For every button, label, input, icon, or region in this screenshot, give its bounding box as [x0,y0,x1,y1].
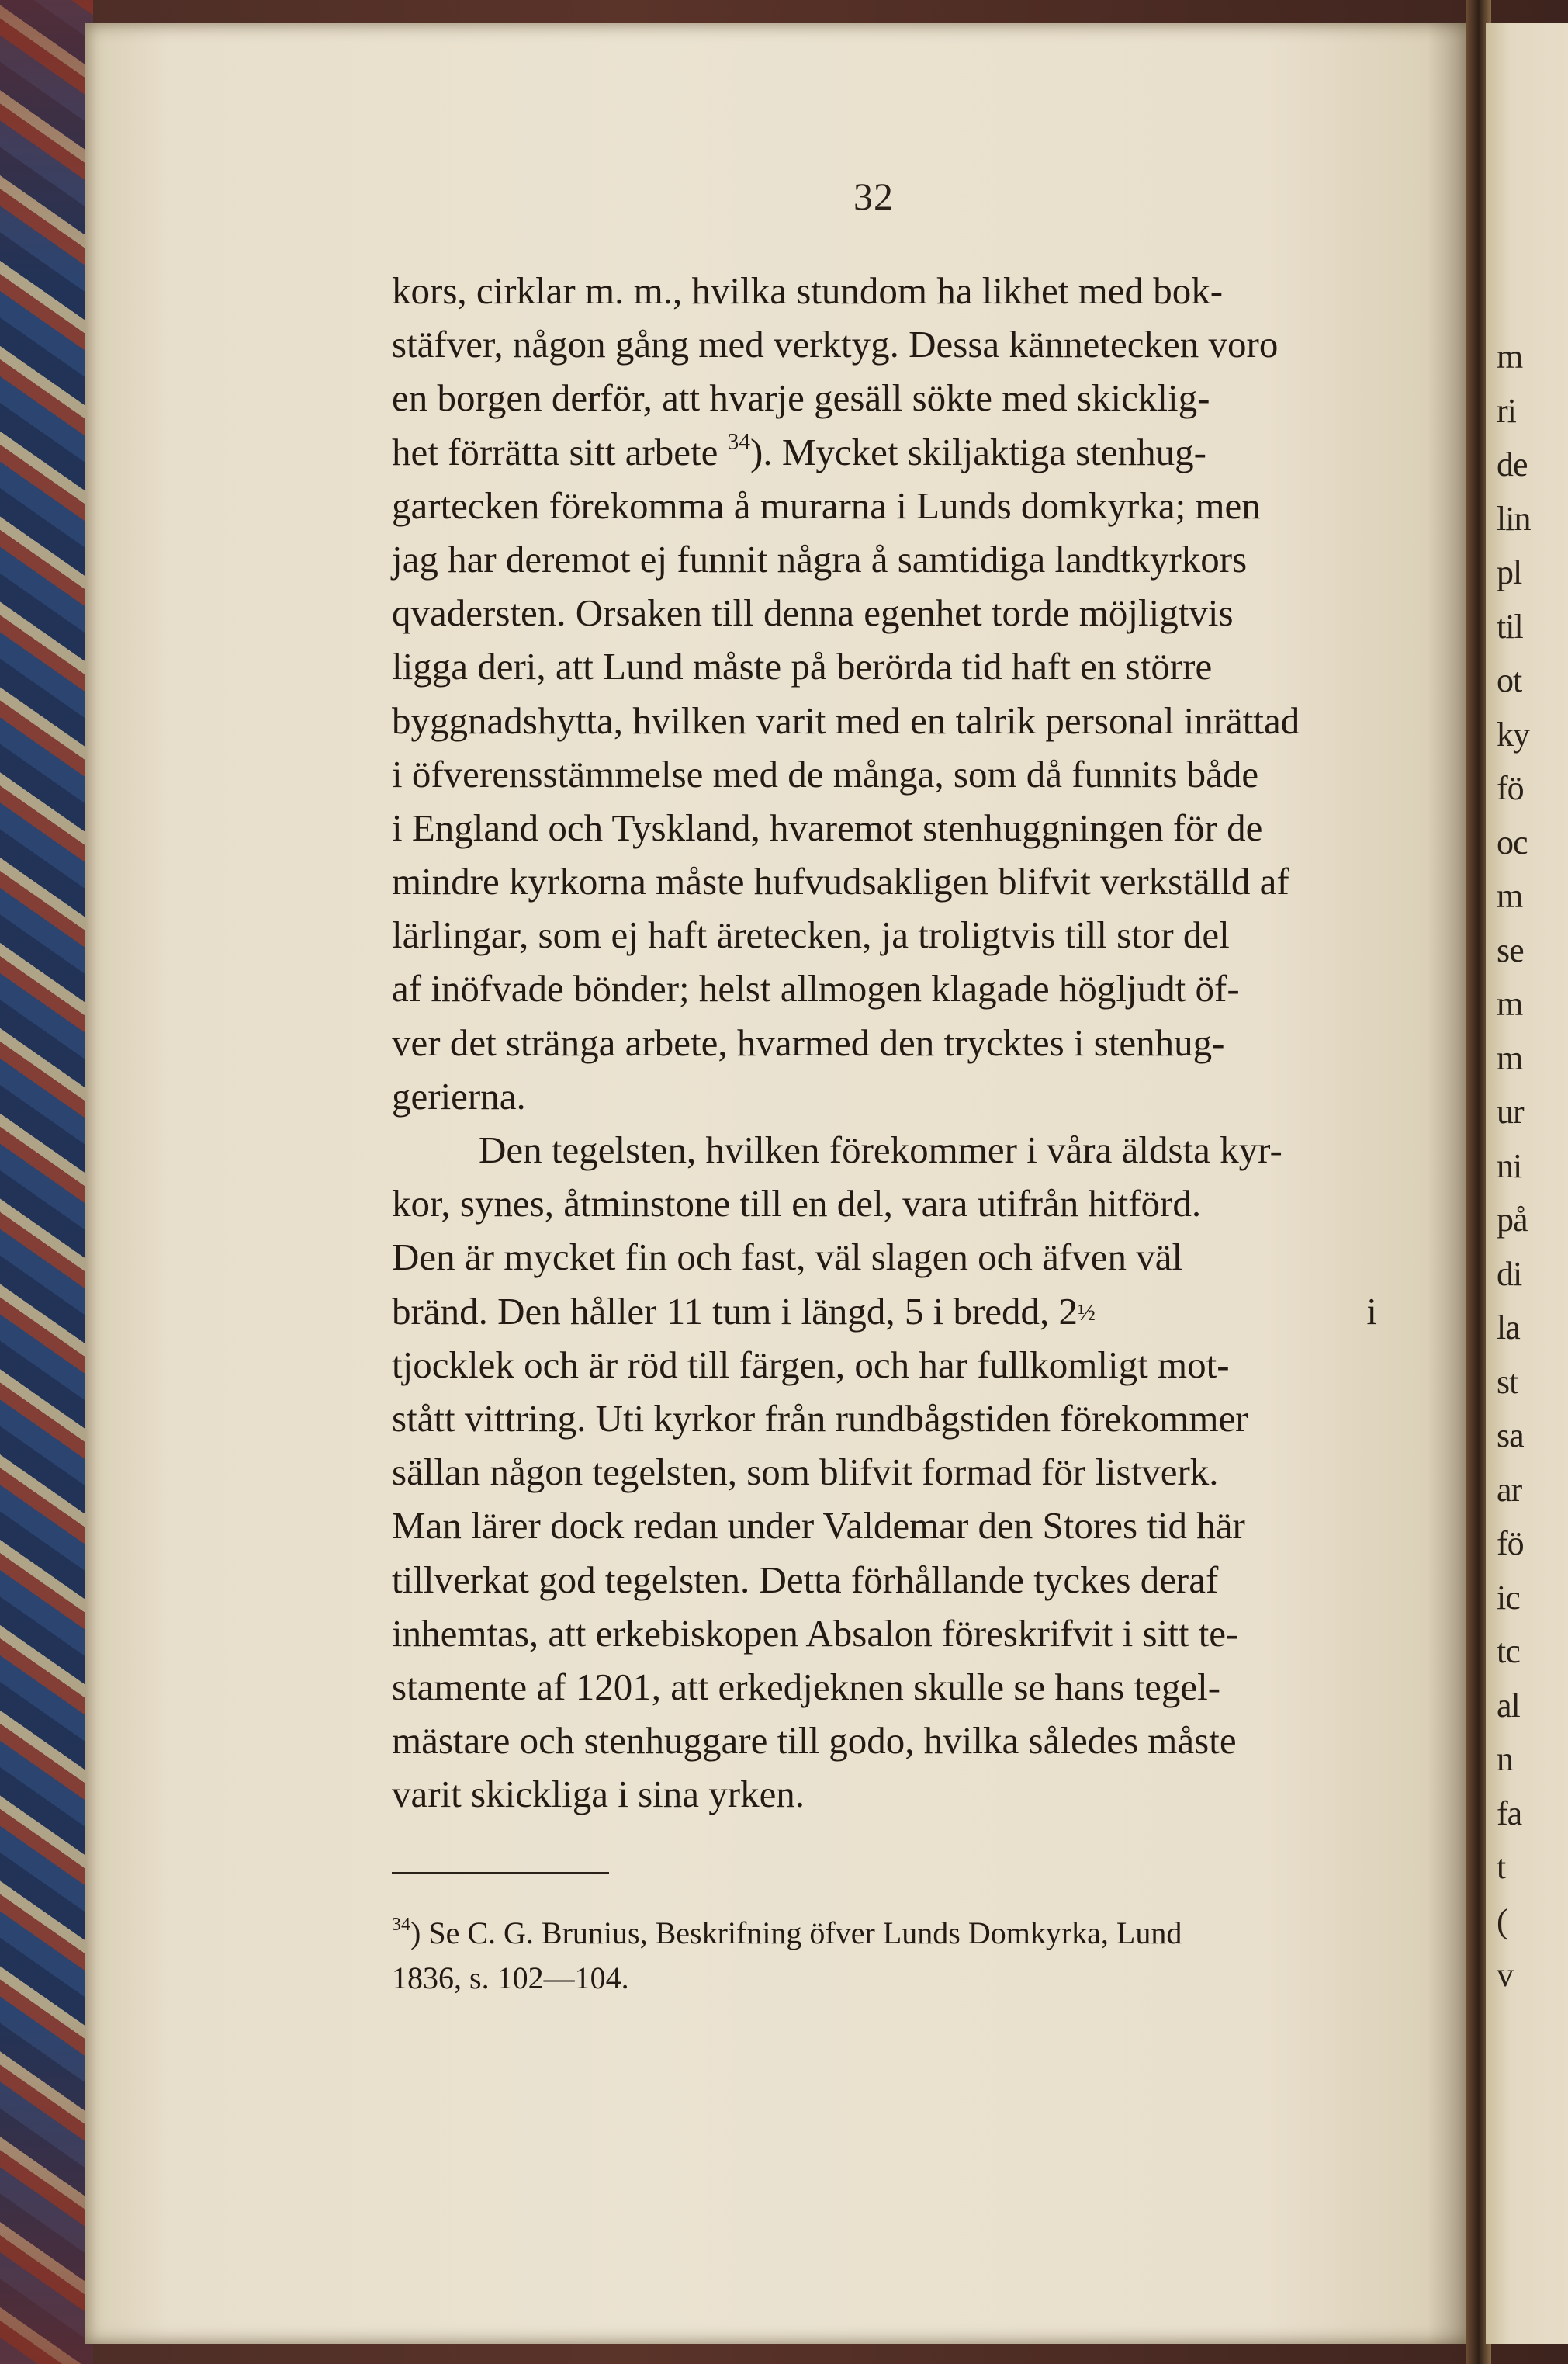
footnote [392,1911,1377,2001]
next-page-fragment: ( [1497,1901,1507,1940]
next-page-fragment: ky [1497,715,1529,754]
fraction: ½ [1078,1299,1096,1326]
next-page-fragment: n [1497,1740,1513,1778]
text-line: stått vittring. Uti kyrkor från rundbågstiden förekommer [392,1396,1248,1440]
next-page-fragment: ar [1497,1470,1522,1509]
next-page-fragment: lin [1497,499,1531,538]
body-text [392,264,1377,1821]
text-line: mindre kyrkorna måste hufvudsakligen blifvit verkställd af [392,860,1289,903]
text-line: Den är mycket fin och fast, väl slagen och äfven väl [392,1236,1183,1279]
next-page-fragment: al [1497,1686,1520,1724]
text-line: lärlingar, som ej haft äretecken, ja troligtvis till stor del [392,913,1230,957]
text-line: gerierna. [392,1074,526,1118]
text-line: qvadersten. Orsaken till denna egenhet torde möjligtvis [392,591,1234,635]
next-page-fragment: m [1497,338,1523,376]
next-page-fragment: fö [1497,1524,1524,1562]
cover-edge [0,0,93,2364]
next-page-fragment: tc [1497,1632,1520,1670]
footnote-reference: 34 [727,428,751,454]
footnote-line: $^{34}$) Se C. G. Brunius, Beskrifning öfver Lunds Domkyrka, Lund [392,1915,1182,1950]
next-page-fragment: til [1497,607,1523,646]
text-line: i öfverensstämmelse med de många, som då funnits både [392,752,1259,796]
text-line: Man lärer dock redan under Valdemar den Stores tid här [392,1504,1245,1548]
text-line: gartecken förekomma å murarna i Lunds domkyrka; men [392,484,1261,527]
footnote-line: 1836, s. 102—104. [392,1960,629,1995]
text-line: mästare och stenhuggare till godo, hvilka således måste [392,1719,1237,1763]
text-line: sällan någon tegelsten, som blifvit formad för listverk. [392,1451,1219,1494]
next-page-fragment: pl [1497,553,1522,591]
text-line: stäfver, någon gång med verktyg. Dessa kännetecken voro [392,323,1279,366]
next-page-fragment: t [1497,1848,1506,1886]
next-page-fragment: ic [1497,1578,1520,1617]
next-page-fragment: oc [1497,823,1528,861]
text-line: stamente af 1201, att erkedjeknen skulle se hans tegel- [392,1665,1221,1708]
next-page-fragment: m [1497,877,1523,915]
next-page-fragment: fö [1497,769,1524,807]
next-page-fragment: fa [1497,1794,1522,1832]
next-page-fragment: la [1497,1309,1520,1347]
next-page-fragment: ot [1497,661,1522,699]
next-page-fragment: se [1497,931,1524,969]
text-line: tillverkat god tegelsten. Detta förhållande tyckes deraf [392,1558,1219,1601]
next-page-fragment: de [1497,445,1528,484]
text-line: i England och Tyskland, hvaremot stenhuggningen för de [392,806,1263,849]
text-line: byggnadshytta, hvilken varit med en talrik personal inrättad [392,698,1300,742]
text-line: kors, cirklar m. m., hvilka stundom ha likhet med bok- [392,269,1224,312]
next-page-fragment: sa [1497,1416,1524,1454]
next-page-fragment: di [1497,1254,1522,1293]
text-line: ligga deri, att Lund måste på berörda tid haft en större [392,645,1213,688]
text-line: tjocklek och är röd till färgen, och har fullkomligt mot- [392,1343,1230,1386]
next-page-fragment: v [1497,1956,1513,1994]
text-line: kor, synes, åtminstone till en del, vara utifrån hitförd. [392,1182,1202,1225]
footnote-rule [392,1872,609,1874]
page-number: 32 [853,175,894,218]
next-page-fragment: ni [1497,1146,1522,1185]
text-line: varit skickliga i sina yrken. [392,1773,805,1816]
next-page-fragment: st [1497,1362,1518,1401]
text-line: het förrätta sitt arbete $^{34}$). Mycket skiljaktiga stenhug- [392,428,1206,473]
next-page-edge [1486,23,1568,2344]
text-line: bränd. Den håller 11 tum i längd, 5 i bredd, 2½ i [392,1284,1377,1338]
next-page-fragment: ur [1497,1093,1524,1131]
next-page-fragment: ri [1497,391,1516,430]
next-page-text-fragments [1497,330,1530,2002]
text-line: en borgen derför, att hvarje gesäll sökte med skicklig- [392,376,1210,420]
text-line: Den tegelsten, hvilken förekommer i våra äldsta kyr- [479,1128,1282,1171]
text-line: af inöfvade bönder; helst allmogen klagade högljudt öf- [392,967,1240,1010]
next-page-fragment: på [1497,1201,1528,1239]
next-page-fragment: m [1497,985,1523,1023]
text-line: jag har deremot ej funnit några å samtidiga landtkyrkors [392,537,1248,581]
text-line: ver det stränga arbete, hvarmed den trycktes i stenhug- [392,1021,1225,1064]
next-page-fragment: m [1497,1038,1523,1077]
text-line: inhemtas, att erkebiskopen Absalon föreskrifvit i sitt te- [392,1611,1239,1655]
footnote-marker: 34 [392,1915,410,1936]
